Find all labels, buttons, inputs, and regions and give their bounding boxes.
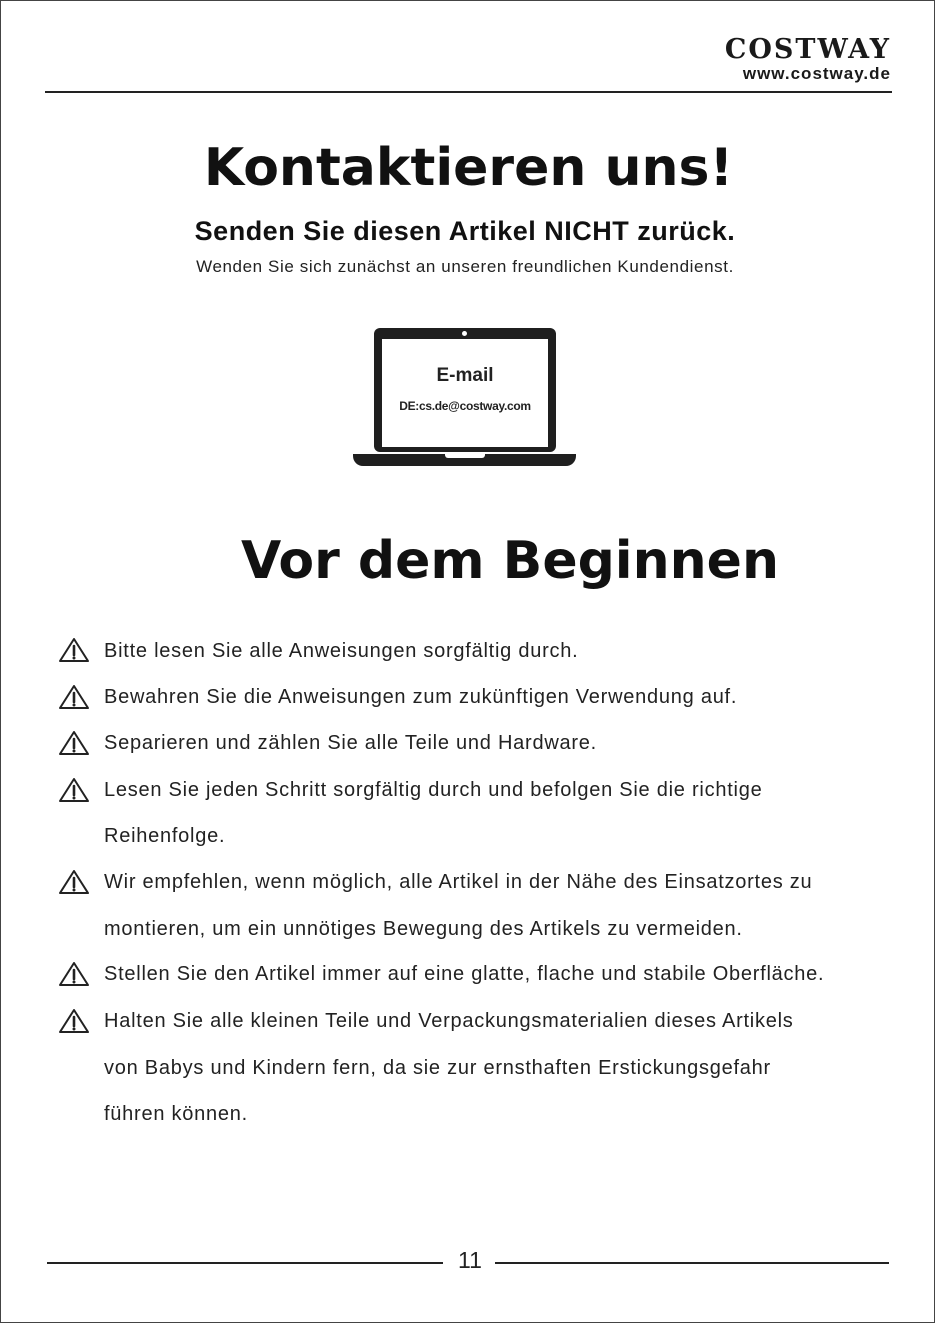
warning-triangle-icon	[58, 637, 90, 663]
laptop-screen-frame	[374, 328, 556, 452]
email-label: E-mail	[436, 365, 494, 386]
warning-line-7-cont: von Babys und Kindern fern, da sie zur ernsthaften Erstickungsgefahr	[104, 1057, 771, 1079]
warning-line-7: Halten Sie alle kleinen Teile und Verpackungsmaterialien dieses Artikels	[104, 1010, 794, 1032]
laptop-camera	[462, 331, 467, 336]
laptop-base	[353, 454, 576, 466]
warning-triangle-icon	[58, 961, 90, 987]
contact-intro: Wenden Sie sich zunächst an unseren freundlichen Kundendienst.	[196, 257, 734, 276]
email-address: DE:cs.de@costway.com	[399, 399, 531, 413]
warning-triangle-icon	[58, 1008, 90, 1034]
warning-line-7-cont2: führen können.	[104, 1103, 248, 1125]
warning-line-4: Lesen Sie jeden Schritt sorgfältig durch und befolgen Sie die richtige	[104, 779, 763, 801]
laptop-screen	[382, 339, 548, 447]
contact-subtitle: Senden Sie diesen Artikel NICHT zurück.	[194, 216, 736, 246]
warning-line-3: Separieren und zählen Sie alle Teile und Hardware.	[104, 732, 597, 754]
before-start-title: Vor dem Beginnen	[241, 531, 779, 591]
laptop-base-notch	[445, 454, 485, 458]
header-divider	[45, 91, 892, 93]
costway-logo: COSTWAY	[724, 34, 891, 65]
warning-line-6: Stellen Sie den Artikel immer auf eine glatte, flache und stabile Oberfläche.	[104, 963, 825, 985]
warning-line-5-cont: montieren, um ein unnötiges Bewegung des Artikels zu vermeiden.	[104, 918, 743, 940]
warning-line-4-cont: Reihenfolge.	[104, 825, 226, 847]
footer-rule-right	[495, 1262, 889, 1264]
brand-header	[725, 36, 891, 84]
contact-title: Kontaktieren uns!	[203, 138, 734, 198]
page-number: 11	[458, 1247, 482, 1273]
brand-url: www.costway.de	[742, 64, 891, 83]
warning-line-1: Bitte lesen Sie alle Anweisungen sorgfältig durch.	[104, 640, 579, 662]
warning-triangle-icon	[58, 684, 90, 710]
laptop-icon	[353, 328, 576, 468]
footer-rule-left	[47, 1262, 443, 1264]
warning-line-2: Bewahren Sie die Anweisungen zum zukünftigen Verwendung auf.	[104, 686, 738, 708]
warning-triangle-icon	[58, 730, 90, 756]
warning-triangle-icon	[58, 777, 90, 803]
warning-triangle-icon	[58, 869, 90, 895]
warning-line-5: Wir empfehlen, wenn möglich, alle Artikel in der Nähe des Einsatzortes zu	[104, 871, 813, 893]
